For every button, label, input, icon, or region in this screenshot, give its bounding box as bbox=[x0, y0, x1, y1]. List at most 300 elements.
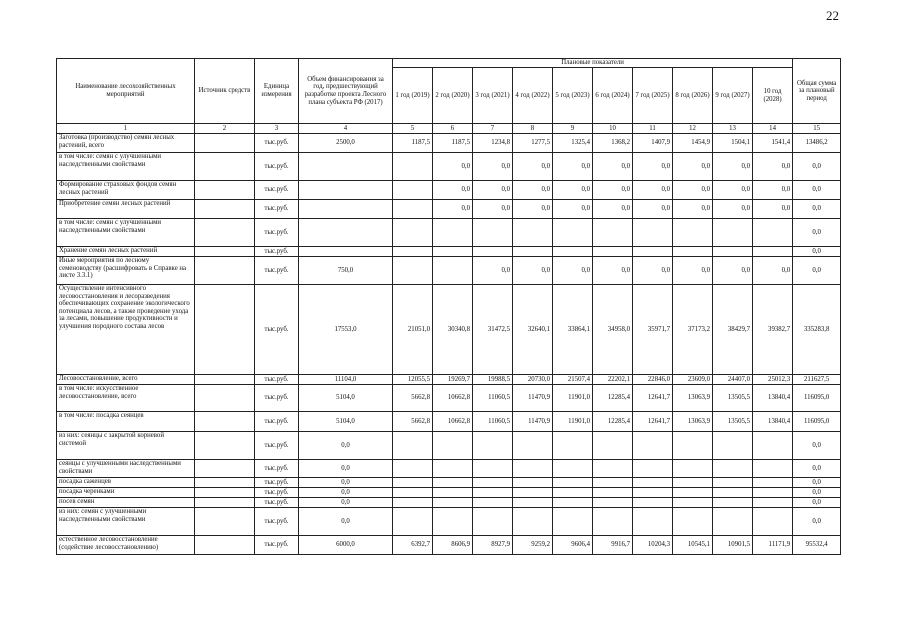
year-value-cell bbox=[713, 488, 753, 498]
year-value-cell bbox=[473, 460, 513, 478]
total-cell: 0,0 bbox=[793, 153, 841, 181]
prev-year-cell bbox=[299, 219, 393, 247]
activity-name-cell: в том числе: семян с улучшенными наследственными свойствами bbox=[57, 219, 195, 247]
unit-cell: тыс.руб. bbox=[255, 460, 299, 478]
year-value-cell bbox=[593, 460, 633, 478]
unit-cell: тыс.руб. bbox=[255, 478, 299, 488]
year-value-cell bbox=[753, 478, 793, 488]
total-cell: 95532,4 bbox=[793, 536, 841, 555]
year-value-cell bbox=[393, 498, 433, 508]
activity-name-cell: естественное лесовосстановление (содействие лесовосстановлению) bbox=[57, 536, 195, 555]
table-row bbox=[57, 257, 841, 285]
year-value-cell bbox=[513, 460, 553, 478]
year-value-cell bbox=[753, 508, 793, 536]
year-value-cell: 0,0 bbox=[673, 153, 713, 181]
activity-name-cell: Лесовосстановление, всего bbox=[57, 375, 195, 385]
year-value-cell bbox=[473, 508, 513, 536]
year-value-cell bbox=[433, 478, 473, 488]
year-value-cell: 0,0 bbox=[593, 200, 633, 219]
funding-source-cell bbox=[195, 134, 255, 153]
funding-source-cell bbox=[195, 478, 255, 488]
funding-source-cell bbox=[195, 508, 255, 536]
year-value-cell bbox=[633, 498, 673, 508]
unit-cell: тыс.руб. bbox=[255, 498, 299, 508]
total-cell: 0,0 bbox=[793, 257, 841, 285]
year-value-cell: 35971,7 bbox=[633, 285, 673, 375]
table-row bbox=[57, 153, 841, 181]
year-value-cell: 12641,7 bbox=[633, 385, 673, 412]
header-unit: Единица измерения bbox=[255, 59, 299, 124]
year-value-cell: 1541,4 bbox=[753, 134, 793, 153]
year-value-cell bbox=[393, 257, 433, 285]
year-value-cell: 0,0 bbox=[753, 200, 793, 219]
year-value-cell: 0,0 bbox=[553, 200, 593, 219]
column-index: 15 bbox=[793, 124, 841, 134]
year-value-cell bbox=[433, 432, 473, 460]
year-value-cell: 10662,8 bbox=[433, 412, 473, 432]
year-value-cell: 8927,9 bbox=[473, 536, 513, 555]
year-value-cell bbox=[673, 219, 713, 247]
total-cell: 13486,2 bbox=[793, 134, 841, 153]
year-value-cell bbox=[593, 488, 633, 498]
column-index: 2 bbox=[195, 124, 255, 134]
year-value-cell: 0,0 bbox=[513, 153, 553, 181]
header-year: 7 год (2025) bbox=[633, 68, 673, 124]
year-value-cell: 0,0 bbox=[753, 153, 793, 181]
table-row bbox=[57, 134, 841, 153]
header-year: 4 год (2022) bbox=[513, 68, 553, 124]
year-value-cell: 11901,0 bbox=[553, 385, 593, 412]
column-index: 4 bbox=[299, 124, 393, 134]
year-value-cell: 0,0 bbox=[633, 257, 673, 285]
year-value-cell bbox=[393, 508, 433, 536]
year-value-cell: 0,0 bbox=[513, 257, 553, 285]
funding-source-cell bbox=[195, 153, 255, 181]
year-value-cell bbox=[433, 498, 473, 508]
year-value-cell: 1234,8 bbox=[473, 134, 513, 153]
year-value-cell: 1504,1 bbox=[713, 134, 753, 153]
activity-name-cell: из них: сеянцы с закрытой корневой системой bbox=[57, 432, 195, 460]
table-row bbox=[57, 488, 841, 498]
year-value-cell bbox=[553, 460, 593, 478]
unit-cell: тыс.руб. bbox=[255, 412, 299, 432]
year-value-cell bbox=[393, 247, 433, 257]
year-value-cell bbox=[753, 432, 793, 460]
prev-year-cell bbox=[299, 181, 393, 200]
year-value-cell bbox=[433, 508, 473, 536]
year-value-cell bbox=[633, 432, 673, 460]
activity-name-cell: посев семян bbox=[57, 498, 195, 508]
year-value-cell: 12641,7 bbox=[633, 412, 673, 432]
unit-cell: тыс.руб. bbox=[255, 488, 299, 498]
year-value-cell bbox=[513, 508, 553, 536]
prev-year-cell: 0,0 bbox=[299, 478, 393, 488]
year-value-cell: 13840,4 bbox=[753, 412, 793, 432]
header-total: Общая сумма за плановый период bbox=[793, 59, 841, 124]
year-value-cell bbox=[473, 432, 513, 460]
funding-source-cell bbox=[195, 460, 255, 478]
year-value-cell: 12285,4 bbox=[593, 385, 633, 412]
year-value-cell: 38429,7 bbox=[713, 285, 753, 375]
header-funding-source: Источник средств bbox=[195, 59, 255, 124]
year-value-cell: 5662,8 bbox=[393, 412, 433, 432]
header-year: 10 год (2028) bbox=[753, 68, 793, 124]
activity-name-cell: в том числе: семян с улучшенными наследственными свойствами bbox=[57, 153, 195, 181]
year-value-cell bbox=[673, 488, 713, 498]
year-value-cell: 0,0 bbox=[513, 200, 553, 219]
year-value-cell: 0,0 bbox=[633, 153, 673, 181]
year-value-cell bbox=[713, 219, 753, 247]
unit-cell: тыс.руб. bbox=[255, 257, 299, 285]
funding-source-cell bbox=[195, 285, 255, 375]
table-row bbox=[57, 200, 841, 219]
table-row bbox=[57, 219, 841, 247]
total-cell: 211627,5 bbox=[793, 375, 841, 385]
activity-name-cell: Приобретение семян лесных растений bbox=[57, 200, 195, 219]
year-value-cell bbox=[593, 498, 633, 508]
year-value-cell bbox=[593, 247, 633, 257]
table-row bbox=[57, 460, 841, 478]
year-value-cell bbox=[513, 478, 553, 488]
year-value-cell bbox=[673, 247, 713, 257]
header-year: 5 год (2023) bbox=[553, 68, 593, 124]
year-value-cell: 0,0 bbox=[433, 181, 473, 200]
activity-name-cell: Заготовка (производство) семян лесных растений, всего bbox=[57, 134, 195, 153]
column-index: 1 bbox=[57, 124, 195, 134]
year-value-cell: 22202,1 bbox=[593, 375, 633, 385]
year-value-cell bbox=[633, 247, 673, 257]
header-year: 2 год (2020) bbox=[433, 68, 473, 124]
funding-source-cell bbox=[195, 375, 255, 385]
table-row bbox=[57, 285, 841, 375]
table-row bbox=[57, 498, 841, 508]
year-value-cell: 0,0 bbox=[593, 153, 633, 181]
funding-source-cell bbox=[195, 181, 255, 200]
year-value-cell bbox=[393, 432, 433, 460]
header-activity-name: Наименование лесохозяйственных мероприятий bbox=[57, 59, 195, 124]
header-planned-indicators: Плановые показатели bbox=[393, 59, 793, 68]
unit-cell: тыс.руб. bbox=[255, 508, 299, 536]
year-value-cell bbox=[713, 432, 753, 460]
column-index: 13 bbox=[713, 124, 753, 134]
year-value-cell: 12285,4 bbox=[593, 412, 633, 432]
year-value-cell bbox=[713, 508, 753, 536]
table-row bbox=[57, 375, 841, 385]
year-value-cell bbox=[553, 432, 593, 460]
column-index: 3 bbox=[255, 124, 299, 134]
funding-source-cell bbox=[195, 200, 255, 219]
prev-year-cell: 0,0 bbox=[299, 498, 393, 508]
year-value-cell: 33864,1 bbox=[553, 285, 593, 375]
year-value-cell: 22846,0 bbox=[633, 375, 673, 385]
prev-year-cell: 0,0 bbox=[299, 488, 393, 498]
unit-cell: тыс.руб. bbox=[255, 181, 299, 200]
year-value-cell bbox=[713, 247, 753, 257]
activity-name-cell: посадка саженцев bbox=[57, 478, 195, 488]
year-value-cell: 0,0 bbox=[433, 200, 473, 219]
column-index: 12 bbox=[673, 124, 713, 134]
year-value-cell bbox=[393, 219, 433, 247]
year-value-cell: 9606,4 bbox=[553, 536, 593, 555]
year-value-cell bbox=[633, 508, 673, 536]
header-prev-year-volume: Объем финансирования за год, предшествующий разработке проекта Лесного плана субъекта РФ (2017) bbox=[299, 59, 393, 124]
year-value-cell: 13505,5 bbox=[713, 385, 753, 412]
year-value-cell bbox=[593, 432, 633, 460]
header-year: 1 год (2019) bbox=[393, 68, 433, 124]
year-value-cell bbox=[473, 498, 513, 508]
prev-year-cell bbox=[299, 247, 393, 257]
year-value-cell bbox=[473, 478, 513, 488]
year-value-cell: 11470,9 bbox=[513, 385, 553, 412]
year-value-cell: 10204,3 bbox=[633, 536, 673, 555]
year-value-cell: 24407,0 bbox=[713, 375, 753, 385]
year-value-cell bbox=[553, 219, 593, 247]
year-value-cell: 0,0 bbox=[473, 181, 513, 200]
year-value-cell: 19988,5 bbox=[473, 375, 513, 385]
total-cell: 0,0 bbox=[793, 478, 841, 488]
prev-year-cell: 0,0 bbox=[299, 460, 393, 478]
year-value-cell: 0,0 bbox=[673, 181, 713, 200]
year-value-cell bbox=[513, 488, 553, 498]
year-value-cell bbox=[553, 478, 593, 488]
year-value-cell bbox=[753, 498, 793, 508]
year-value-cell: 0,0 bbox=[633, 181, 673, 200]
year-value-cell: 0,0 bbox=[473, 200, 513, 219]
year-value-cell bbox=[513, 247, 553, 257]
year-value-cell: 0,0 bbox=[433, 153, 473, 181]
prev-year-cell: 5104,0 bbox=[299, 412, 393, 432]
year-value-cell: 0,0 bbox=[633, 200, 673, 219]
page-number: 22 bbox=[826, 8, 839, 23]
year-value-cell bbox=[713, 478, 753, 488]
header-year: 3 год (2021) bbox=[473, 68, 513, 124]
year-value-cell: 39382,7 bbox=[753, 285, 793, 375]
year-value-cell bbox=[393, 200, 433, 219]
year-value-cell bbox=[673, 508, 713, 536]
total-cell: 0,0 bbox=[793, 432, 841, 460]
year-value-cell: 1368,2 bbox=[593, 134, 633, 153]
prev-year-cell bbox=[299, 153, 393, 181]
year-value-cell bbox=[433, 219, 473, 247]
unit-cell: тыс.руб. bbox=[255, 536, 299, 555]
year-value-cell: 0,0 bbox=[593, 181, 633, 200]
year-value-cell bbox=[633, 478, 673, 488]
activity-name-cell: Иные мероприятия по лесному семеноводству (расшифровать в Справке на листе 3.3.1) bbox=[57, 257, 195, 285]
year-value-cell bbox=[673, 498, 713, 508]
year-value-cell: 0,0 bbox=[713, 153, 753, 181]
year-value-cell bbox=[393, 478, 433, 488]
year-value-cell: 6392,7 bbox=[393, 536, 433, 555]
year-value-cell: 0,0 bbox=[753, 257, 793, 285]
year-value-cell: 31472,5 bbox=[473, 285, 513, 375]
funding-source-cell bbox=[195, 257, 255, 285]
year-value-cell bbox=[593, 478, 633, 488]
year-value-cell: 11171,9 bbox=[753, 536, 793, 555]
year-value-cell bbox=[673, 460, 713, 478]
year-value-cell bbox=[713, 498, 753, 508]
year-value-cell bbox=[473, 488, 513, 498]
total-cell: 0,0 bbox=[793, 488, 841, 498]
year-value-cell bbox=[513, 219, 553, 247]
table-row bbox=[57, 247, 841, 257]
year-value-cell bbox=[433, 488, 473, 498]
year-value-cell bbox=[393, 153, 433, 181]
prev-year-cell: 6000,0 bbox=[299, 536, 393, 555]
activity-name-cell: сеянцы с улучшенными наследственными свойствами bbox=[57, 460, 195, 478]
prev-year-cell: 0,0 bbox=[299, 508, 393, 536]
year-value-cell: 1325,4 bbox=[553, 134, 593, 153]
year-value-cell: 0,0 bbox=[753, 181, 793, 200]
total-cell: 0,0 bbox=[793, 181, 841, 200]
unit-cell: тыс.руб. bbox=[255, 200, 299, 219]
funding-source-cell bbox=[195, 247, 255, 257]
year-value-cell: 11901,0 bbox=[553, 412, 593, 432]
activity-name-cell: посадка черенками bbox=[57, 488, 195, 498]
unit-cell: тыс.руб. bbox=[255, 219, 299, 247]
total-cell: 116095,0 bbox=[793, 385, 841, 412]
year-value-cell bbox=[713, 460, 753, 478]
header-year: 9 год (2027) bbox=[713, 68, 753, 124]
year-value-cell: 11470,9 bbox=[513, 412, 553, 432]
total-cell: 0,0 bbox=[793, 460, 841, 478]
funding-source-cell bbox=[195, 432, 255, 460]
year-value-cell: 21507,4 bbox=[553, 375, 593, 385]
table-row bbox=[57, 385, 841, 412]
year-value-cell: 13840,4 bbox=[753, 385, 793, 412]
prev-year-cell: 17553,0 bbox=[299, 285, 393, 375]
year-value-cell: 9916,7 bbox=[593, 536, 633, 555]
prev-year-cell bbox=[299, 200, 393, 219]
column-index: 6 bbox=[433, 124, 473, 134]
activity-name-cell: в том числе: посадка сеянцев bbox=[57, 412, 195, 432]
year-value-cell bbox=[593, 508, 633, 536]
year-value-cell bbox=[433, 460, 473, 478]
unit-cell: тыс.руб. bbox=[255, 385, 299, 412]
year-value-cell bbox=[553, 247, 593, 257]
column-index: 14 bbox=[753, 124, 793, 134]
year-value-cell: 13063,9 bbox=[673, 412, 713, 432]
year-value-cell bbox=[753, 488, 793, 498]
funding-source-cell bbox=[195, 412, 255, 432]
total-cell: 116095,0 bbox=[793, 412, 841, 432]
table-row bbox=[57, 412, 841, 432]
year-value-cell: 12055,5 bbox=[393, 375, 433, 385]
year-value-cell: 10545,1 bbox=[673, 536, 713, 555]
column-index: 8 bbox=[513, 124, 553, 134]
year-value-cell bbox=[513, 432, 553, 460]
header-year: 6 год (2024) bbox=[593, 68, 633, 124]
year-value-cell: 34958,0 bbox=[593, 285, 633, 375]
year-value-cell: 5662,8 bbox=[393, 385, 433, 412]
year-value-cell: 1187,5 bbox=[393, 134, 433, 153]
activity-name-cell: в том числе: искусственное лесовосстановление, всего bbox=[57, 385, 195, 412]
year-value-cell: 0,0 bbox=[673, 257, 713, 285]
year-value-cell bbox=[633, 460, 673, 478]
table-row bbox=[57, 536, 841, 555]
year-value-cell bbox=[473, 219, 513, 247]
year-value-cell: 0,0 bbox=[553, 153, 593, 181]
year-value-cell bbox=[753, 247, 793, 257]
year-value-cell bbox=[673, 478, 713, 488]
funding-source-cell bbox=[195, 498, 255, 508]
year-value-cell bbox=[433, 247, 473, 257]
funding-source-cell bbox=[195, 488, 255, 498]
year-value-cell bbox=[753, 460, 793, 478]
total-cell: 0,0 bbox=[793, 200, 841, 219]
table-row bbox=[57, 508, 841, 536]
year-value-cell: 19269,7 bbox=[433, 375, 473, 385]
table-row bbox=[57, 181, 841, 200]
activity-name-cell: Формирование страховых фондов семян лесных растений bbox=[57, 181, 195, 200]
unit-cell: тыс.руб. bbox=[255, 432, 299, 460]
funding-source-cell bbox=[195, 385, 255, 412]
activity-name-cell: из них: семян с улучшенными наследственными свойствами bbox=[57, 508, 195, 536]
year-value-cell: 25012,3 bbox=[753, 375, 793, 385]
forestry-plan-table bbox=[56, 58, 841, 555]
total-cell: 0,0 bbox=[793, 247, 841, 257]
year-value-cell: 0,0 bbox=[473, 257, 513, 285]
year-value-cell: 1187,5 bbox=[433, 134, 473, 153]
year-value-cell bbox=[393, 460, 433, 478]
unit-cell: тыс.руб. bbox=[255, 134, 299, 153]
year-value-cell bbox=[753, 219, 793, 247]
year-value-cell bbox=[433, 257, 473, 285]
year-value-cell: 13505,5 bbox=[713, 412, 753, 432]
header-year: 8 год (2026) bbox=[673, 68, 713, 124]
year-value-cell bbox=[553, 498, 593, 508]
prev-year-cell: 0,0 bbox=[299, 432, 393, 460]
total-cell: 0,0 bbox=[793, 498, 841, 508]
prev-year-cell: 2500,0 bbox=[299, 134, 393, 153]
year-value-cell bbox=[553, 488, 593, 498]
year-value-cell: 30340,8 bbox=[433, 285, 473, 375]
total-cell: 0,0 bbox=[793, 219, 841, 247]
column-index: 10 bbox=[593, 124, 633, 134]
year-value-cell: 0,0 bbox=[713, 257, 753, 285]
year-value-cell: 0,0 bbox=[553, 257, 593, 285]
year-value-cell bbox=[393, 488, 433, 498]
column-index: 9 bbox=[553, 124, 593, 134]
unit-cell: тыс.руб. bbox=[255, 153, 299, 181]
year-value-cell: 0,0 bbox=[593, 257, 633, 285]
year-value-cell bbox=[633, 488, 673, 498]
year-value-cell: 0,0 bbox=[553, 181, 593, 200]
year-value-cell: 23609,0 bbox=[673, 375, 713, 385]
year-value-cell: 1277,5 bbox=[513, 134, 553, 153]
column-index: 7 bbox=[473, 124, 513, 134]
unit-cell: тыс.руб. bbox=[255, 285, 299, 375]
prev-year-cell: 750,0 bbox=[299, 257, 393, 285]
year-value-cell bbox=[593, 219, 633, 247]
year-value-cell: 0,0 bbox=[473, 153, 513, 181]
total-cell: 0,0 bbox=[793, 508, 841, 536]
column-index: 11 bbox=[633, 124, 673, 134]
total-cell: 335283,8 bbox=[793, 285, 841, 375]
year-value-cell: 0,0 bbox=[713, 181, 753, 200]
table-row bbox=[57, 432, 841, 460]
year-value-cell bbox=[553, 508, 593, 536]
unit-cell: тыс.руб. bbox=[255, 247, 299, 257]
year-value-cell: 1407,9 bbox=[633, 134, 673, 153]
unit-cell: тыс.руб. bbox=[255, 375, 299, 385]
funding-source-cell bbox=[195, 219, 255, 247]
year-value-cell: 20730,0 bbox=[513, 375, 553, 385]
year-value-cell bbox=[633, 219, 673, 247]
year-value-cell: 0,0 bbox=[513, 181, 553, 200]
prev-year-cell: 5104,0 bbox=[299, 385, 393, 412]
year-value-cell bbox=[513, 498, 553, 508]
prev-year-cell: 11104,0 bbox=[299, 375, 393, 385]
